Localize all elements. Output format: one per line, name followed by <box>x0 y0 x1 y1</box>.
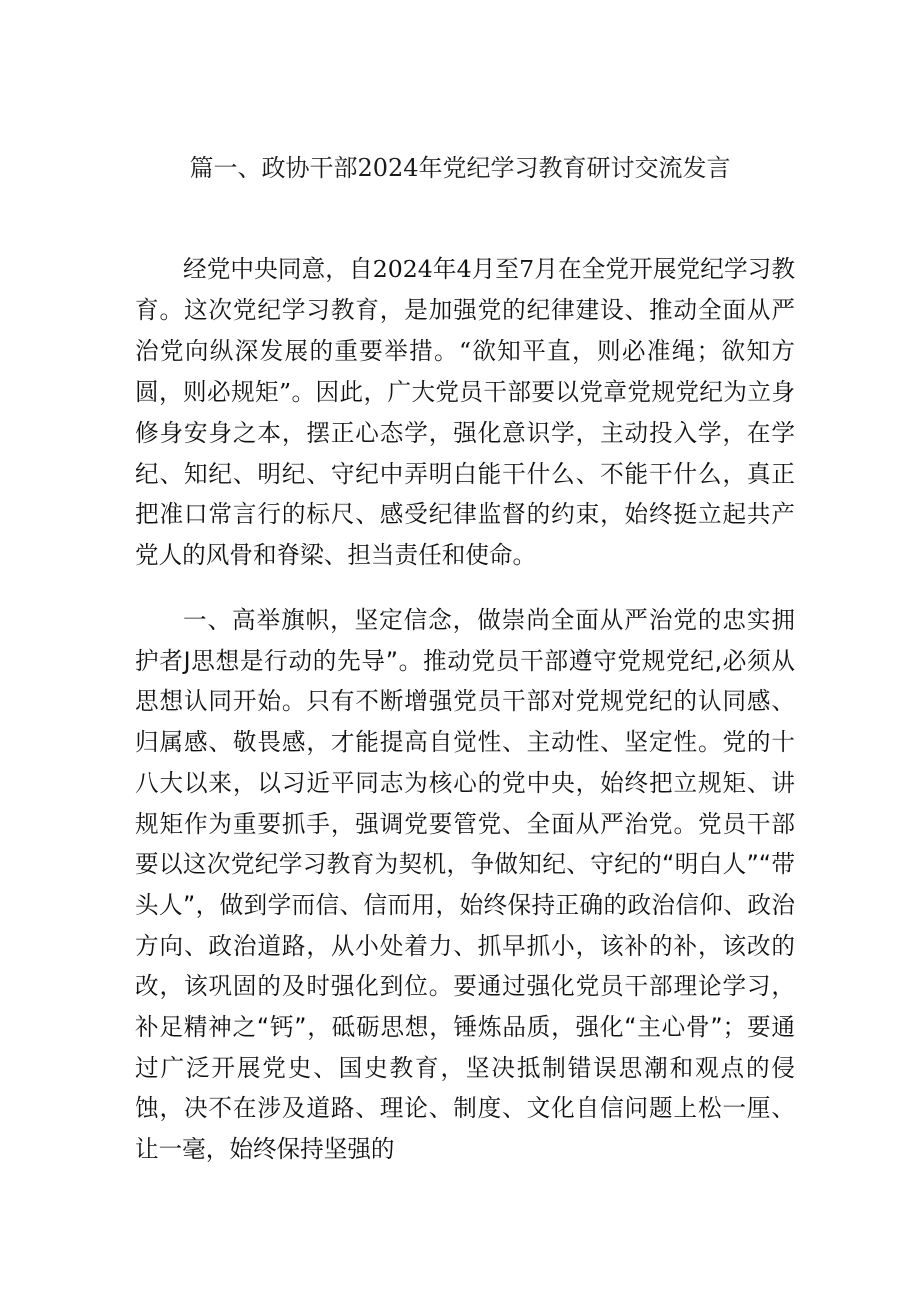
paragraph-intro: 经党中央同意，自2024年4月至7月在全党开展党纪学习教育。这次党纪学习教育，是加强党的纪律建设、推动全面从严治党向纵深发展的重要举措。“欲知平直，则必准绳；欲知方圆，则必规矩”。因此，广大党员干部要以党章党规党纪为立身修身安身之本，摆正心态学，强化意识学，主动投入学，在学纪、知纪、明纪、守纪中弄明白能干什么、不能干什么，真正把准口常言行的标尺、感受纪律监督的约束，始终挺立起共产党人的风骨和脊梁、担当责任和使命。 <box>135 255 795 570</box>
document-title: 篇一、政协干部2024年党纪学习教育研讨交流发言 <box>189 154 731 182</box>
paragraph-section-one: 一、高举旗帜，坚定信念，做崇尚全面从严治党的忠实拥护者J思想是行动的先导”。推动党员干部遵守党规党纪,必须从思想认同开始。只有不断增强党员干部对党规党纪的认同感、归属感、敬畏感，才能提高自觉性、主动性、坚定性。党的十八大以来，以习近平同志为核心的党中央，始终把立规矩、讲规矩作为重要抓手，强调党要管党、全面从严治党。党员干部要以这次党纪学习教育为契机，争做知纪、守纪的“明白人”“带头人”，做到学而信、信而用，始终保持正确的政治信仰、政治方向、政治道路，从小处着力、抓早抓小，该补的补，该改的改，该巩固的及时强化到位。要通过强化党员干部理论学习，补足精神之“钙”，砥砺思想，锤炼品质，强化“主心骨”；要通过广泛开展党史、国史教育，坚决抵制错误思潮和观点的侵蚀，决不在涉及道路、理论、制度、文化自信问题上松一厘、让一毫，始终保持坚强的 <box>135 606 795 1164</box>
